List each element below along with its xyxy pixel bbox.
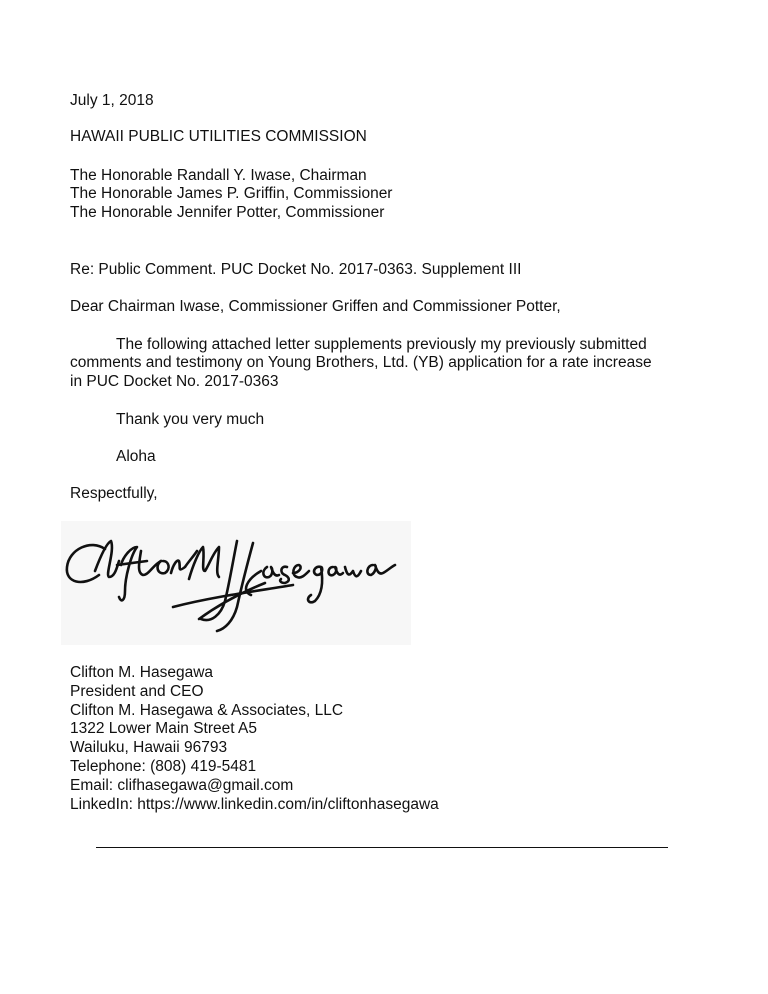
recipient-organization: HAWAII PUBLIC UTILITIES COMMISSION [70,128,367,145]
signer-address-line: 1322 Lower Main Street A5 [70,720,257,737]
body-text-line: comments and testimony on Young Brothers, Ltd. (YB) application for a rate increase [70,354,652,371]
body-text-line: in PUC Docket No. 2017-0363 [70,373,279,390]
signer-telephone: Telephone: (808) 419-5481 [70,758,257,775]
addressee-line: The Honorable Randall Y. Iwase, Chairman [70,167,367,184]
divider-line [96,847,668,848]
signer-email: Email: clifhasegawa@gmail.com [70,777,294,794]
signer-company: Clifton M. Hasegawa & Associates, LLC [70,702,344,719]
signer-address-line: Wailuku, Hawaii 96793 [70,739,228,756]
thanks-line: Thank you very much [116,411,265,428]
signer-title: President and CEO [70,683,204,700]
signature-image [61,521,411,645]
letter-date: July 1, 2018 [70,92,154,109]
signer-name: Clifton M. Hasegawa [70,664,214,681]
signer-linkedin: LinkedIn: https://www.linkedin.com/in/cliftonhasegawa [70,796,439,813]
body-text-line: The following attached letter supplements previously my previously submitted [116,336,647,353]
addressee-line: The Honorable James P. Griffin, Commissioner [70,185,393,202]
closing-line: Respectfully, [70,485,158,502]
salutation: Dear Chairman Iwase, Commissioner Griffen and Commissioner Potter, [70,298,561,315]
addressee-line: The Honorable Jennifer Potter, Commissioner [70,204,385,221]
subject-line: Re: Public Comment. PUC Docket No. 2017-0363. Supplement III [70,261,522,278]
aloha-line: Aloha [116,448,156,465]
